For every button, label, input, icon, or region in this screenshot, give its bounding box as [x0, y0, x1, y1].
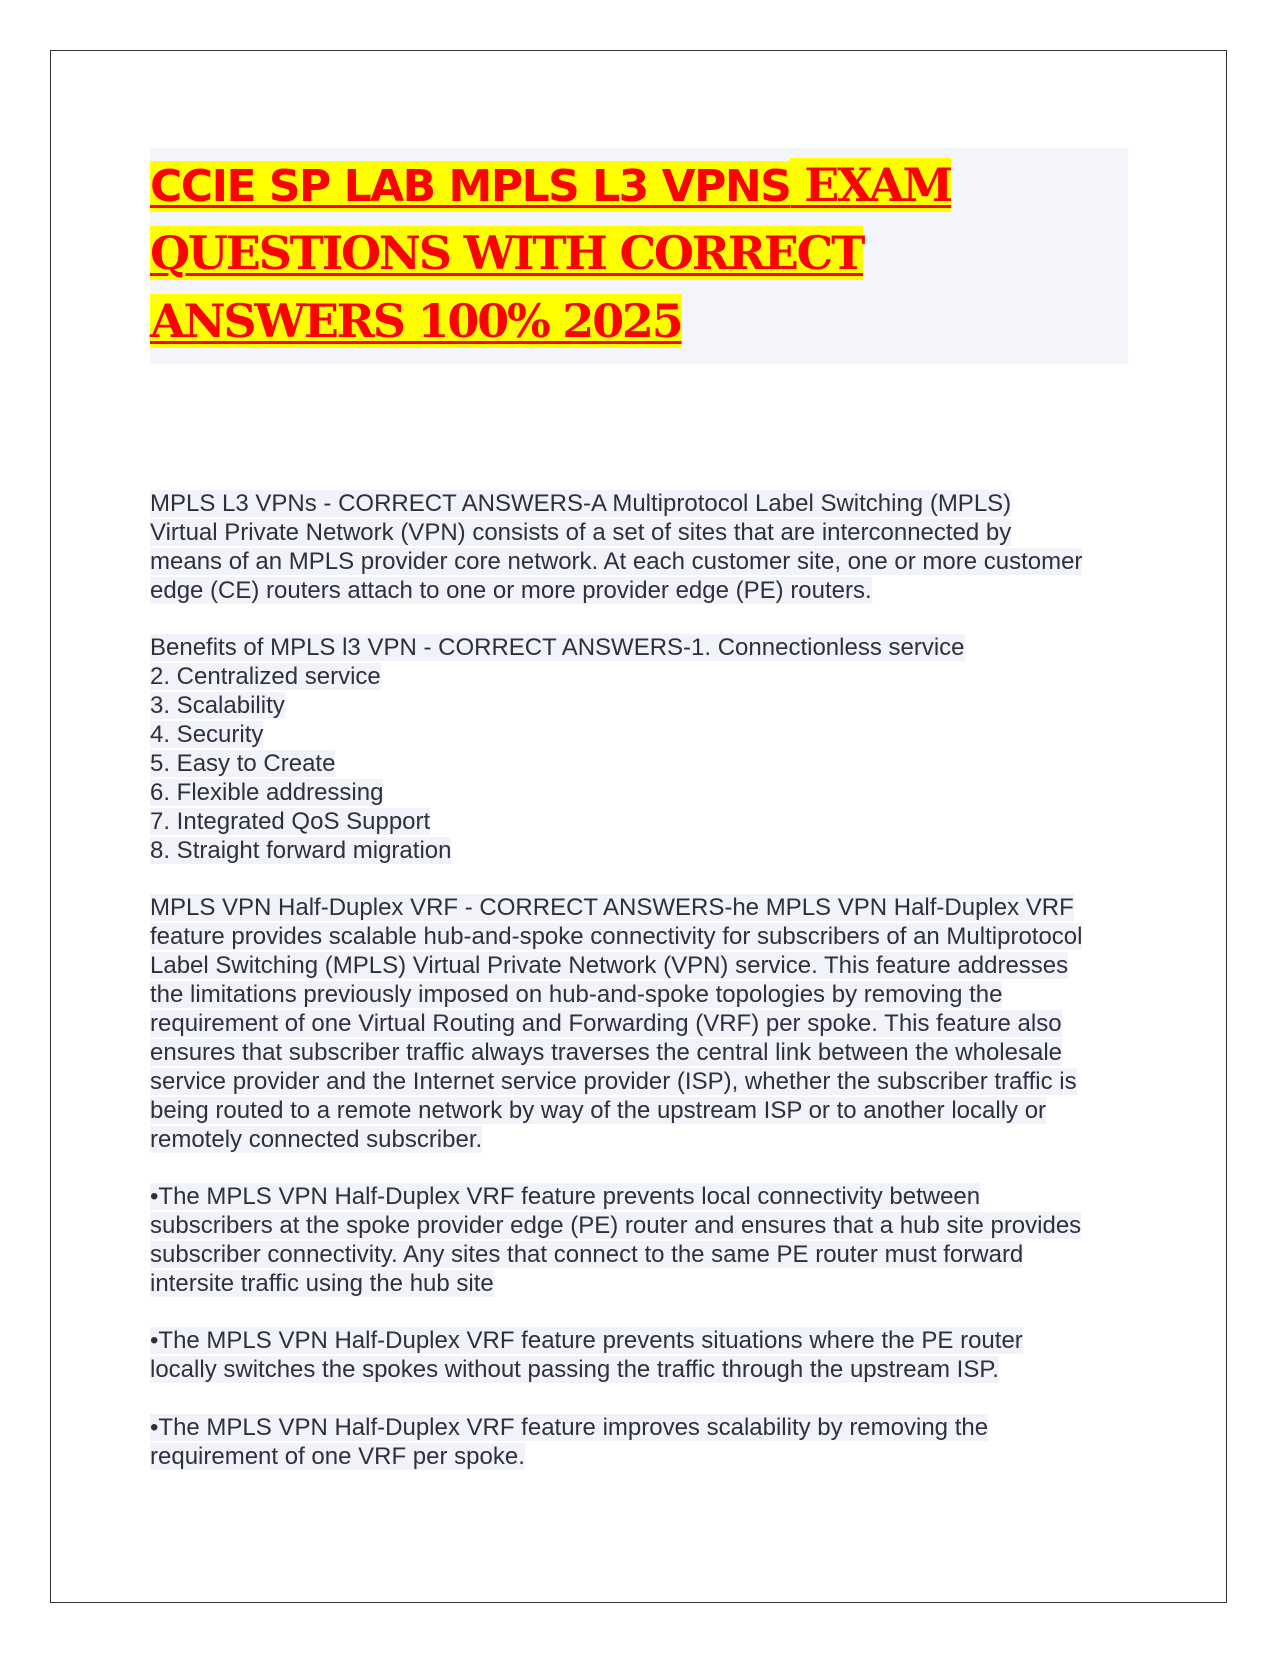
text-line: locally switches the spokes without passing the traffic through the upstream ISP.: [150, 1356, 999, 1383]
title-line-3-text: ANSWERS 100% 2025: [150, 294, 682, 348]
title-line-2-text: QUESTIONS WITH CORRECT: [150, 226, 864, 280]
text-line: •The MPLS VPN Half-Duplex VRF feature prevents local connectivity between: [150, 1183, 981, 1210]
text-line: remotely connected subscriber.: [150, 1126, 483, 1153]
list-item: 2. Centralized service: [150, 663, 381, 690]
text-line: subscribers at the spoke provider edge (PE) router and ensures that a hub site provides: [150, 1212, 1082, 1239]
list-item: 6. Flexible addressing: [150, 779, 384, 806]
paragraph-mpls-l3-vpns: [150, 489, 1150, 605]
list-item: 8. Straight forward migration: [150, 837, 452, 864]
text-line: requirement of one VRF per spoke.: [150, 1443, 525, 1470]
document-title: [150, 148, 1128, 364]
paragraph-bullet-scalability: [150, 1413, 1150, 1471]
text-line: service provider and the Internet service provider (ISP), whether the subscriber traffic is: [150, 1068, 1077, 1095]
text-line: subscriber connectivity. Any sites that connect to the same PE router must forward: [150, 1241, 1024, 1268]
title-line-3: [150, 288, 682, 354]
paragraph-benefits-list: [150, 633, 1150, 865]
list-item: 5. Easy to Create: [150, 750, 336, 777]
text-line: MPLS L3 VPNs - CORRECT ANSWERS-A Multiprotocol Label Switching (MPLS): [150, 490, 1012, 517]
title-line-1-sans: CCIE SP LAB MPLS L3 VPNS: [150, 161, 791, 212]
list-item: 3. Scalability: [150, 692, 285, 719]
text-line: MPLS VPN Half-Duplex VRF - CORRECT ANSWERS-he MPLS VPN Half-Duplex VRF: [150, 894, 1074, 921]
text-line: intersite traffic using the hub site: [150, 1270, 494, 1297]
title-line-2: [150, 220, 863, 286]
text-line: means of an MPLS provider core network. At each customer site, one or more customer: [150, 548, 1083, 575]
text-line: the limitations previously imposed on hub-and-spoke topologies by removing the: [150, 981, 1003, 1008]
text-line: feature provides scalable hub-and-spoke connectivity for subscribers of an Multiprotocol: [150, 923, 1083, 950]
text-line: Benefits of MPLS l3 VPN - CORRECT ANSWERS-1. Connectionless service: [150, 634, 965, 661]
list-item: 4. Security: [150, 721, 264, 748]
title-line-1: [150, 152, 951, 218]
text-line: ensures that subscriber traffic always traverses the central link between the wholesale: [150, 1039, 1063, 1066]
text-line: edge (CE) routers attach to one or more provider edge (PE) routers.: [150, 577, 872, 604]
text-line: Virtual Private Network (VPN) consists of a set of sites that are interconnected by: [150, 519, 1012, 546]
paragraph-bullet-local-connectivity: [150, 1182, 1150, 1298]
text-line: requirement of one Virtual Routing and Forwarding (VRF) per spoke. This feature also: [150, 1010, 1062, 1037]
title-line-1-serif: EXAM: [790, 158, 952, 212]
text-line: •The MPLS VPN Half-Duplex VRF feature improves scalability by removing the: [150, 1414, 989, 1441]
text-line: Label Switching (MPLS) Virtual Private Network (VPN) service. This feature addresses: [150, 952, 1069, 979]
text-line: being routed to a remote network by way of the upstream ISP or to another locally or: [150, 1097, 1047, 1124]
text-line: •The MPLS VPN Half-Duplex VRF feature prevents situations where the PE router: [150, 1327, 1023, 1354]
list-item: 7. Integrated QoS Support: [150, 808, 431, 835]
paragraph-half-duplex-vrf: [150, 893, 1150, 1154]
paragraph-bullet-local-switching: [150, 1326, 1150, 1384]
